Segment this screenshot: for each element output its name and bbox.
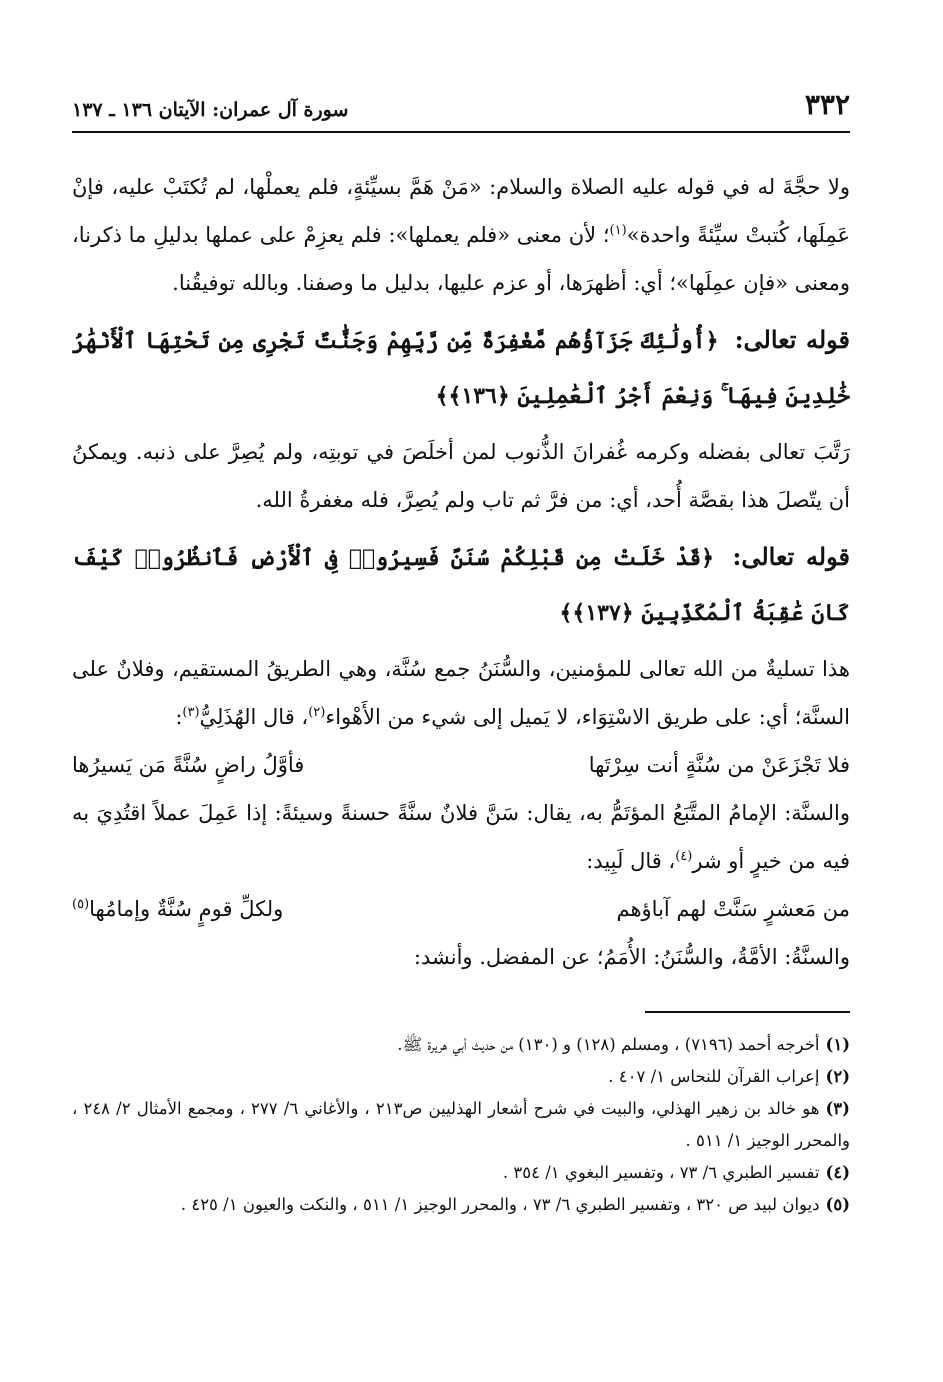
footnote-5: [72, 1189, 850, 1221]
footnote-1-number: (١): [825, 1035, 850, 1054]
footnote-divider: [645, 1011, 850, 1013]
paragraph-1-text: ولا حجَّةَ له في قوله عليه الصلاة والسلام: «مَنْ هَمَّ بسيِّئةٍ، فلم يعملْها، لم تُكتَبْ عليه، فإنْ عَمِلَها، كُتبتْ سيِّئةً واحدة»: [72, 175, 851, 247]
paragraph-5: والسنَّةُ: الأمَّةُ، والسُّنَنُ: الأُمَمُ؛ عن المفضل. وأنشد:: [413, 945, 850, 969]
verse-137: [72, 530, 850, 641]
poem-verse-2: [72, 885, 850, 933]
verse-137-text: ﴿قَدْ خَلَتْ مِن قَبْلِكُمْ سُنَنٌ فَسِيرُوا۟ فِى ٱلْأَرْضِ فَٱنظُرُوا۟ كَيْفَ كَانَ عَٰقِبَةُ ٱلْمُكَذِّبِينَ ﴿١٣٧﴾﴾: [72, 545, 850, 626]
poem-2-first-hemistich: من مَعشرٍ سَنَّتْ لهم آباؤهم: [616, 897, 850, 921]
paragraph-3-text: هذا تسليةٌ من الله تعالى للمؤمنين، والسُّنَنُ جمع سُنَّة، وهي الطريقُ المستقيم، وفلانٌ على السنَّة؛ أي: على طريق الاسْتِوَاء، لا يَميل إلى شيء من الأَهْواء: [72, 657, 850, 729]
paragraph-3-mid: ، قال الهُذَلِيُّ: [199, 705, 309, 729]
page-header: [72, 88, 850, 133]
poem-2-second-hemistich: ولكلِّ قومٍ سُنَّةٌ وإمامُها(٥): [72, 885, 283, 933]
poem-1-second-hemistich: فأوَّلُ راضٍ سُنَّةً مَن يَسيرُها: [72, 753, 305, 777]
footnote-ref-3: (٣): [182, 705, 200, 720]
footnote-1-text: أخرجه أحمد (٧١٩٦) ، ومسلم (١٢٨) و (١٣٠) من حديث أبي هريرة ﷺ.: [397, 1035, 820, 1054]
verse-136-text: ﴿أُولَٰئِكَ جَزَآؤُهُم مَّغْفِرَةٌ مِّن رَّبِّهِمْ وَجَنَّٰتٌ تَجْرِى مِن تَحْتِهَا ٱلْأَنْهَٰرُ خَٰلِدِينَ فِيهَا ۚ وَنِعْمَ أَجْرُ ٱلْعَٰمِلِينَ ﴿١٣٦﴾﴾: [72, 328, 850, 409]
footnote-3-number: (٣): [825, 1099, 850, 1118]
footnote-2-text: إعراب القرآن للنحاس ١/ ٤٠٧ .: [608, 1067, 820, 1086]
footnote-2: [72, 1061, 850, 1093]
footnote-4-text: تفسير الطبري ٦/ ٧٣ ، وتفسير البغوي ١/ ٣٥٤ .: [502, 1163, 820, 1182]
footnote-ref-2: (٢): [308, 705, 326, 720]
verse-136: [72, 313, 850, 424]
footnote-4: [72, 1157, 850, 1189]
verse-137-lead: قوله تعالى:: [732, 542, 850, 571]
verse-136-lead: قوله تعالى:: [734, 325, 850, 354]
paragraph-3: [72, 645, 850, 741]
footnote-5-text: ديوان لبيد ص ٣٢٠ ، وتفسير الطبري ٦/ ٧٣ ، والمحرر الوجيز ١/ ٥١١ ، والنكت والعيون ١/ ٤٢٥ .: [180, 1195, 820, 1214]
paragraph-4: [72, 789, 850, 885]
paragraph-4-text: والسنَّة: الإمامُ المتَّبَعُ المؤتَمُّ به، يقال: سَنَّ فلانٌ سنَّةً حسنةً وسيئةً: إذا عَمِلَ عملاً اقتُدِيَ به فيه من خيرٍ أو شر: [72, 801, 850, 873]
poem-1-first-hemistich: فلا تَجْزَعَنْ من سُنَّةٍ أنت سِرْتَها: [588, 753, 850, 777]
footnote-ref-4: (٤): [675, 849, 693, 864]
paragraph-3-end: :: [175, 705, 183, 729]
footnote-1: [72, 1029, 850, 1061]
footnote-ref-1: (١): [609, 223, 627, 238]
footnotes: [72, 1029, 850, 1221]
page-number: ٣٣٢: [804, 88, 850, 121]
paragraph-4-tail: ، قال لَبِيد:: [586, 849, 676, 873]
poem-2-second-text: ولكلِّ قومٍ سُنَّةٌ وإمامُها: [89, 897, 284, 921]
paragraph-1-tail: ؛ لأن معنى «فلم يعملها»: فلم يعزِمْ على عملها بدليلِ ما ذكرنا، ومعنى «فإن عمِلَها»؛ أي: أظهرَها، أو عزم عليها، بدليل ما وصفنا. وبالله توفيقُنا.: [72, 223, 850, 295]
footnote-4-number: (٤): [825, 1163, 850, 1182]
paragraph-1: [72, 163, 850, 307]
book-page: [72, 88, 850, 1221]
footnote-2-number: (٢): [825, 1067, 850, 1086]
poem-verse-1: [72, 741, 850, 789]
page-body: [72, 163, 850, 981]
footnote-5-number: (٥): [825, 1195, 850, 1214]
footnote-3: [72, 1093, 850, 1157]
running-title: سورة آل عمران: الآيتان ١٣٦ ـ ١٣٧: [72, 99, 349, 121]
footnote-3-text: هو خالد بن زهير الهذلي، والبيت في شرح أشعار الهذليين ص٢١٣ ، والأغاني ٦/ ٢٧٧ ، ومجمع الأمثال ٢/ ٢٤٨ ، والمحرر الوجيز ١/ ٥١١ .: [72, 1099, 850, 1150]
paragraph-2: رَتَّبَ تعالى بفضله وكرمه غُفرانَ الذُّنوب لمن أخلَصَ في توبتِه، ولم يُصِرَّ على ذنبه. ويمكنُ أن يتّصلَ هذا بقصَّة أُحد، أي: من فرَّ ثم تاب ولم يُصِرَّ، فله مغفرةُ الله.: [72, 440, 850, 512]
